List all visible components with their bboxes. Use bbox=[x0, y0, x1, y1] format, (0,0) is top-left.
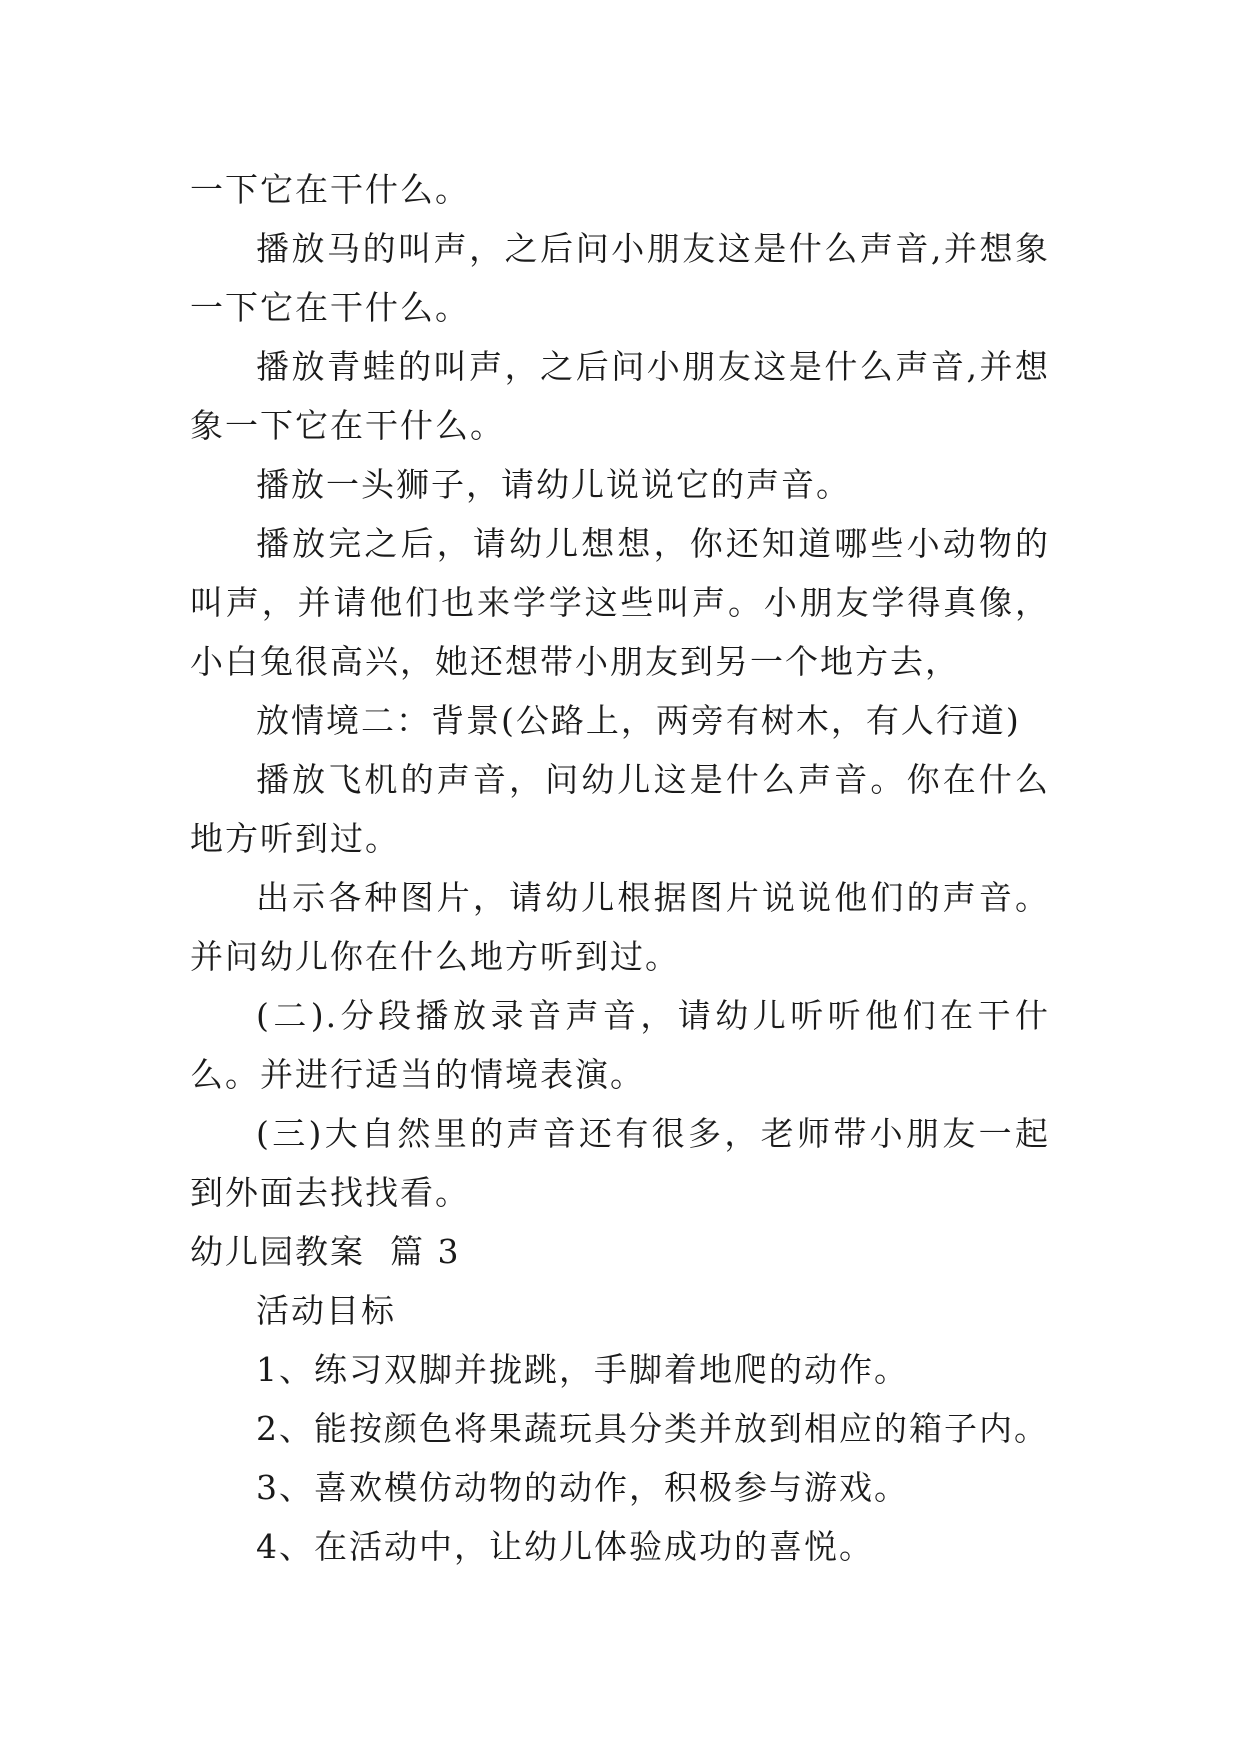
subheading: 活动目标 bbox=[256, 1291, 396, 1330]
section-title: 幼儿园教案 篇 3 bbox=[190, 1232, 461, 1271]
goal-item: 1、练习双脚并拢跳，手脚着地爬的动作。 bbox=[256, 1350, 909, 1389]
goal-item: 3、喜欢模仿动物的动作，积极参与游戏。 bbox=[256, 1468, 909, 1507]
paragraph: (三)大自然里的声音还有很多，老师带小朋友一起到外面去找找看。 bbox=[190, 1114, 1050, 1212]
paragraph: 放情境二：背景(公路上，两旁有树木，有人行道) bbox=[256, 701, 1021, 740]
paragraph: 播放飞机的声音，问幼儿这是什么声音。你在什么地方听到过。 bbox=[190, 760, 1050, 858]
paragraph: (二).分段播放录音声音，请幼儿听听他们在干什么。并进行适当的情境表演。 bbox=[190, 996, 1050, 1094]
goal-item: 2、能按颜色将果蔬玩具分类并放到相应的箱子内。 bbox=[256, 1409, 1049, 1448]
paragraph: 播放完之后，请幼儿想想，你还知道哪些小动物的叫声，并请他们也来学学这些叫声。小朋友学得真像，小白兔很高兴，她还想带小朋友到另一个地方去， bbox=[190, 524, 1050, 681]
goal-item: 4、在活动中，让幼儿体验成功的喜悦。 bbox=[256, 1527, 874, 1566]
document-page bbox=[190, 160, 1050, 1576]
paragraph: 播放一头狮子，请幼儿说说它的声音。 bbox=[256, 465, 851, 504]
paragraph: 一下它在干什么。 bbox=[190, 170, 470, 209]
paragraph: 播放马的叫声，之后问小朋友这是什么声音,并想象一下它在干什么。 bbox=[190, 229, 1050, 327]
paragraph: 播放青蛙的叫声，之后问小朋友这是什么声音,并想象一下它在干什么。 bbox=[190, 347, 1050, 445]
paragraph: 出示各种图片，请幼儿根据图片说说他们的声音。并问幼儿你在什么地方听到过。 bbox=[190, 878, 1050, 976]
